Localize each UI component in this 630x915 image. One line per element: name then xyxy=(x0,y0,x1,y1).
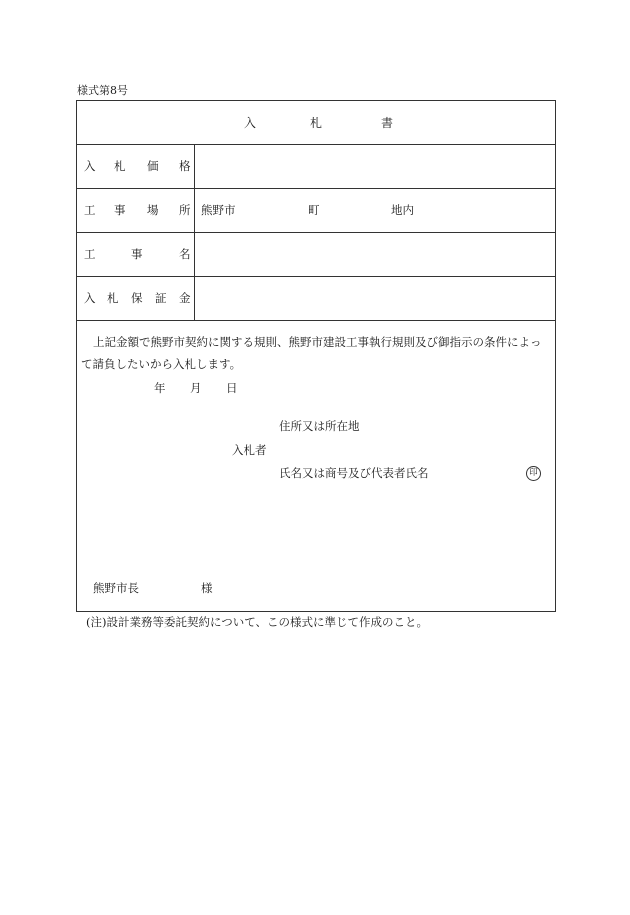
bidder-role-label: 入札者 xyxy=(232,443,267,457)
date-day: 日 xyxy=(226,381,238,395)
field-row-work-location xyxy=(77,189,555,233)
date-year: 年 xyxy=(154,381,166,395)
field-row-bid-price xyxy=(77,145,555,189)
form-title-char-3: 書 xyxy=(381,116,394,130)
bidder-address-label: 住所又は所在地 xyxy=(279,419,360,433)
location-lot-suffix: 地内 xyxy=(391,203,414,217)
form-title-char-2: 札 xyxy=(310,116,323,130)
footnote: (注)設計業務等委託契約について、この様式に準じて作成のこと。 xyxy=(86,615,429,629)
work-location-label: 工 事 場 所 xyxy=(77,189,195,232)
bid-deposit-label: 入 札 保 証 金 xyxy=(77,277,195,320)
bidder-name-label: 氏名又は商号及び代表者氏名 xyxy=(279,466,429,480)
seal-mark-icon: 印 xyxy=(526,466,541,481)
form-number: 様式第8号 xyxy=(77,84,128,97)
work-name-label: 工 事 名 xyxy=(77,233,195,276)
field-row-bid-deposit xyxy=(77,277,555,321)
addressee-name: 熊野市長 xyxy=(93,581,139,595)
form-title-char-1: 入 xyxy=(244,116,257,130)
statement-line-2: て請負したいから入札します。 xyxy=(81,357,242,371)
form-title-row xyxy=(77,101,555,145)
statement-line-1: 上記金額で熊野市契約に関する規則、熊野市建設工事執行規則及び御指示の条件によっ xyxy=(93,335,542,349)
field-row-work-name xyxy=(77,233,555,277)
bid-form xyxy=(76,100,556,612)
date-month: 月 xyxy=(190,381,202,395)
bid-price-label: 入 札 価 格 xyxy=(77,145,195,188)
location-town-suffix: 町 xyxy=(308,203,320,217)
addressee-honorific: 様 xyxy=(201,581,213,595)
location-city: 熊野市 xyxy=(201,203,236,217)
